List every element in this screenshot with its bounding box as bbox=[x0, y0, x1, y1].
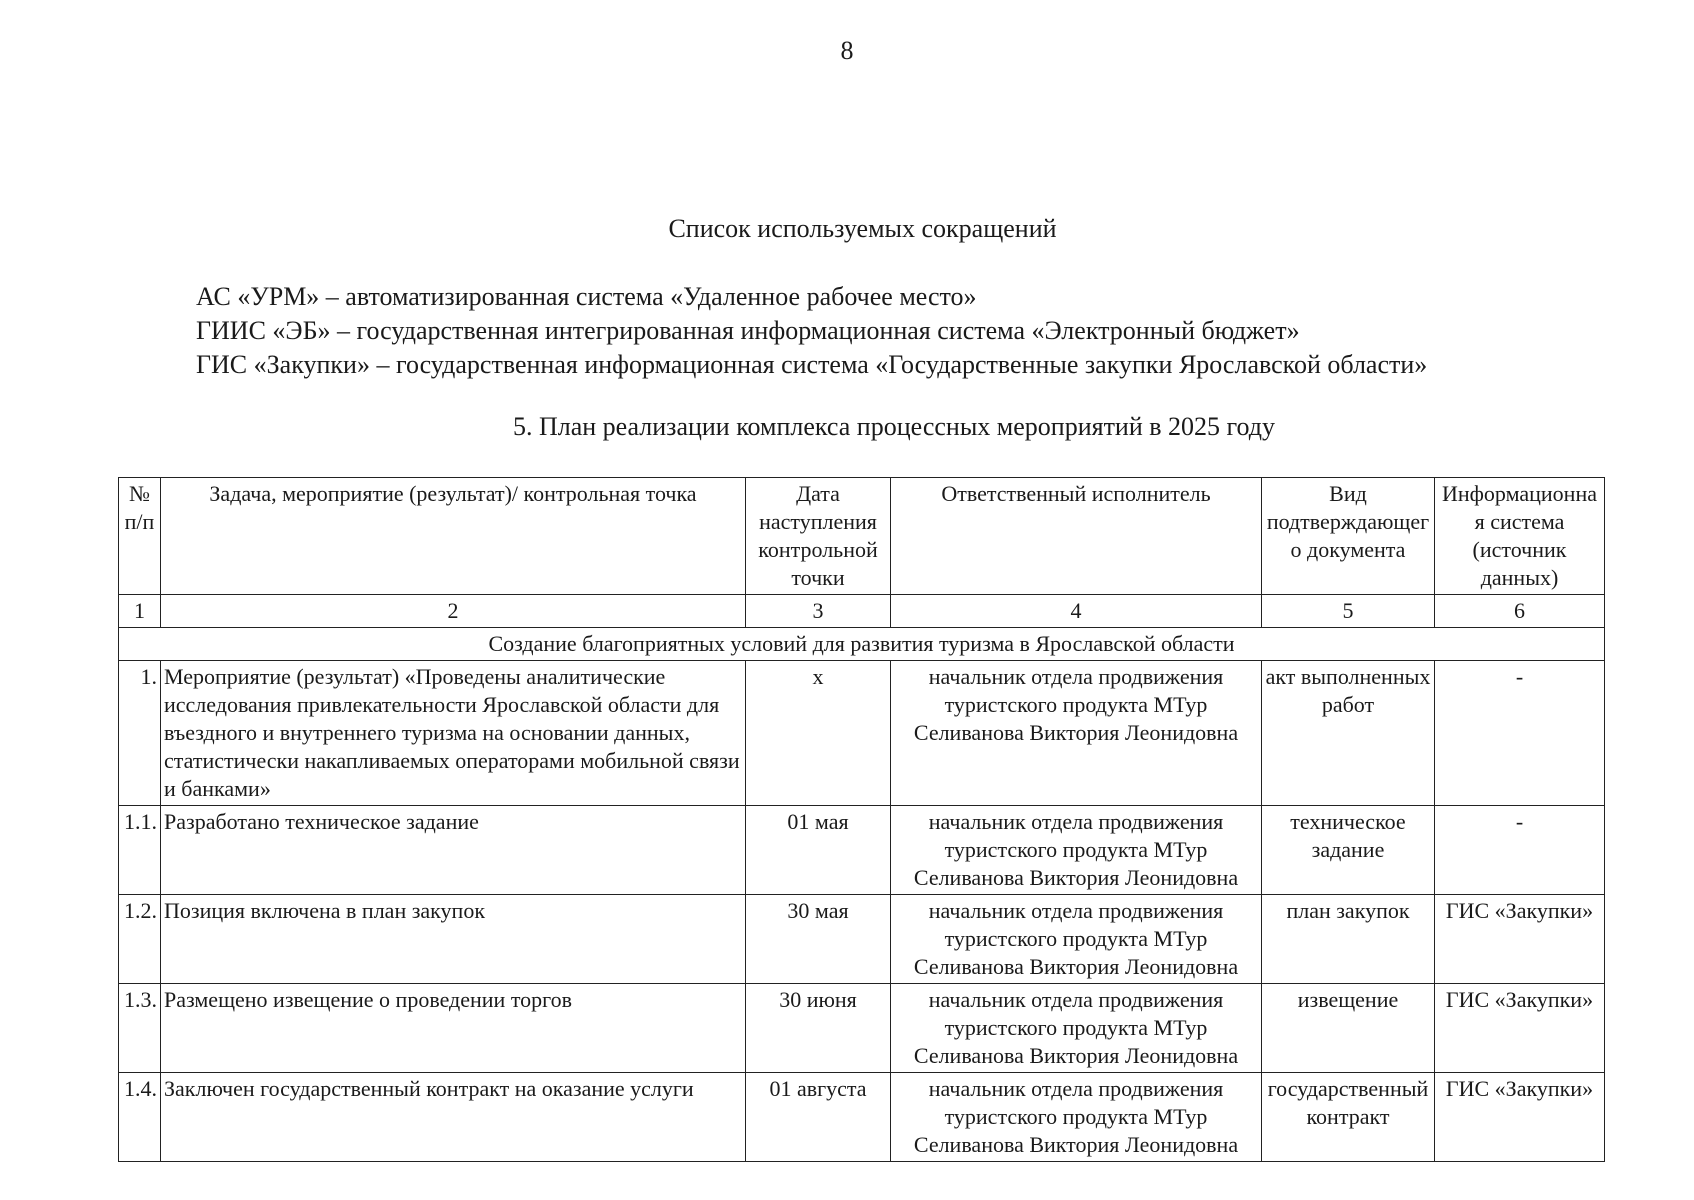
row-system: ГИС «Закупки» bbox=[1435, 984, 1605, 1073]
row-document: государственный контракт bbox=[1262, 1073, 1435, 1162]
row-system: - bbox=[1435, 806, 1605, 895]
column-number: 4 bbox=[891, 595, 1262, 628]
row-responsible: начальник отдела продвижения туристского продукта МТур Селиванова Виктория Леонидовна bbox=[891, 1073, 1262, 1162]
row-document: акт выполненных работ bbox=[1262, 661, 1435, 806]
column-number: 3 bbox=[746, 595, 891, 628]
plan-table bbox=[118, 477, 1605, 1162]
row-number: 1.1. bbox=[119, 806, 161, 895]
row-responsible: начальник отдела продвижения туристского продукта МТур Селиванова Виктория Леонидовна bbox=[891, 806, 1262, 895]
row-responsible: начальник отдела продвижения туристского продукта МТур Селиванова Виктория Леонидовна bbox=[891, 984, 1262, 1073]
row-responsible: начальник отдела продвижения туристского продукта МТур Селиванова Виктория Леонидовна bbox=[891, 895, 1262, 984]
header-responsible: Ответственный исполнитель bbox=[891, 478, 1262, 595]
header-document: Вид подтверждающего документа bbox=[1262, 478, 1435, 595]
header-number: № п/п bbox=[119, 478, 161, 595]
abbreviation-item: ГИС «Закупки» – государственная информационная система «Государственные закупки Ярославской области» bbox=[196, 350, 1428, 379]
header-task: Задача, мероприятие (результат)/ контрольная точка bbox=[161, 478, 746, 595]
row-document: техническое задание bbox=[1262, 806, 1435, 895]
row-date: 30 мая bbox=[746, 895, 891, 984]
row-document: извещение bbox=[1262, 984, 1435, 1073]
row-date: 30 июня bbox=[746, 984, 891, 1073]
row-responsible: начальник отдела продвижения туристского продукта МТур Селиванова Виктория Леонидовна bbox=[891, 661, 1262, 806]
row-document: план закупок bbox=[1262, 895, 1435, 984]
row-number: 1.3. bbox=[119, 984, 161, 1073]
row-task: Мероприятие (результат) «Проведены аналитические исследования привлекательности Ярославской области для въездного и внутреннего туризма на основании данных, статистически накапливаемых операторами мобильной связи и банками» bbox=[161, 661, 746, 806]
plan-title: 5. План реализации комплекса процессных мероприятий в 2025 году bbox=[512, 412, 1276, 441]
table-row bbox=[119, 806, 1605, 895]
row-date: 01 мая bbox=[746, 806, 891, 895]
row-number: 1.2. bbox=[119, 895, 161, 984]
column-number: 2 bbox=[161, 595, 746, 628]
row-task: Размещено извещение о проведении торгов bbox=[161, 984, 746, 1073]
row-date: х bbox=[746, 661, 891, 806]
table-row bbox=[119, 895, 1605, 984]
page-number: 8 bbox=[840, 36, 854, 65]
abbreviation-item: ГИИС «ЭБ» – государственная интегрированная информационная система «Электронный бюджет» bbox=[196, 316, 1300, 345]
table-row bbox=[119, 984, 1605, 1073]
header-date: Дата наступления контрольной точки bbox=[746, 478, 891, 595]
abbreviation-item: АС «УРМ» – автоматизированная система «Удаленное рабочее место» bbox=[196, 282, 977, 311]
abbreviations-list bbox=[196, 280, 1427, 382]
row-task: Разработано техническое задание bbox=[161, 806, 746, 895]
section-title: Создание благоприятных условий для развития туризма в Ярославской области bbox=[119, 628, 1605, 661]
table-row bbox=[119, 1073, 1605, 1162]
row-task: Позиция включена в план закупок bbox=[161, 895, 746, 984]
section-row bbox=[119, 628, 1605, 661]
row-number: 1.4. bbox=[119, 1073, 161, 1162]
header-system: Информационная система (источник данных) bbox=[1435, 478, 1605, 595]
table-header-row bbox=[119, 478, 1605, 595]
row-number: 1. bbox=[119, 661, 161, 806]
row-date: 01 августа bbox=[746, 1073, 891, 1162]
column-number: 1 bbox=[119, 595, 161, 628]
abbreviations-title: Список используемых сокращений bbox=[668, 214, 1057, 243]
row-system: ГИС «Закупки» bbox=[1435, 895, 1605, 984]
row-task: Заключен государственный контракт на оказание услуги bbox=[161, 1073, 746, 1162]
column-number: 5 bbox=[1262, 595, 1435, 628]
row-system: - bbox=[1435, 661, 1605, 806]
table-row bbox=[119, 661, 1605, 806]
column-numbers-row bbox=[119, 595, 1605, 628]
column-number: 6 bbox=[1435, 595, 1605, 628]
row-system: ГИС «Закупки» bbox=[1435, 1073, 1605, 1162]
